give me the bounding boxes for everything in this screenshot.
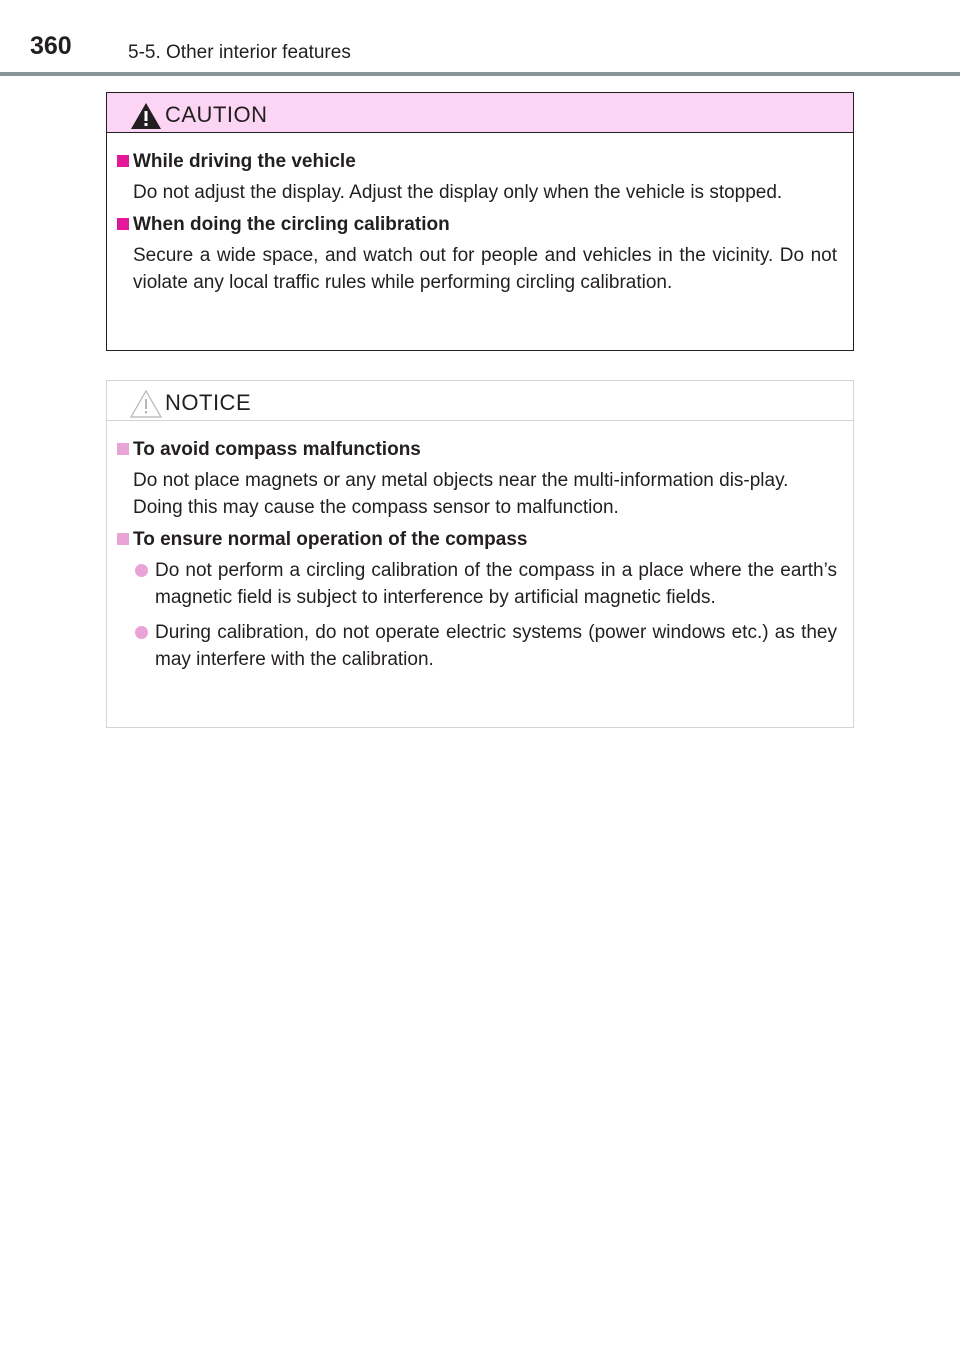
caution-body [107, 133, 853, 296]
notice-item-text: Do not place magnets or any metal objects near the multi-information dis-play. [133, 470, 789, 491]
square-bullet-icon [117, 155, 129, 167]
square-bullet-icon [117, 533, 129, 545]
notice-item-heading: To ensure normal operation of the compass [133, 529, 528, 550]
notice-item-heading: To avoid compass malfunctions [133, 439, 421, 460]
caution-header [107, 93, 853, 133]
notice-bullet [107, 557, 837, 611]
caution-item [107, 149, 837, 206]
caution-item-text: Secure a wide space, and watch out for people and vehicles in the vicinity. Do not violate any local traffic rules while performing circling calibration. [133, 245, 837, 293]
circle-bullet-icon [135, 564, 148, 577]
notice-bullet-text: During calibration, do not operate electric systems (power windows etc.) as they may interfere with the calibration. [155, 622, 837, 670]
notice-bullet [107, 619, 837, 673]
caution-item-text: Do not adjust the display. Adjust the display only when the vehicle is stopped. [133, 182, 783, 203]
caution-item-heading: While driving the vehicle [133, 151, 356, 172]
notice-bullet-text: Do not perform a circling calibration of the compass in a place where the earth’s magnetic field is subject to interference by artificial magnetic fields. [155, 560, 837, 608]
caution-item-heading: When doing the circling calibration [133, 214, 450, 235]
notice-item [107, 437, 837, 521]
warning-outline-icon [129, 389, 163, 419]
warning-icon [129, 101, 163, 131]
square-bullet-icon [117, 443, 129, 455]
notice-item [107, 527, 837, 673]
caution-box [106, 92, 854, 351]
notice-item-text: Doing this may cause the compass sensor to malfunction. [133, 497, 619, 518]
notice-body [107, 421, 853, 673]
circle-bullet-icon [135, 626, 148, 639]
section-title: 5-5. Other interior features [128, 42, 351, 63]
header-rule [0, 72, 960, 76]
page-number: 360 [30, 32, 72, 60]
notice-box [106, 380, 854, 728]
page-header [0, 0, 960, 78]
caution-item [107, 212, 837, 296]
notice-label: NOTICE [165, 390, 252, 415]
caution-label: CAUTION [165, 102, 268, 127]
notice-header [107, 381, 853, 421]
square-bullet-icon [117, 218, 129, 230]
